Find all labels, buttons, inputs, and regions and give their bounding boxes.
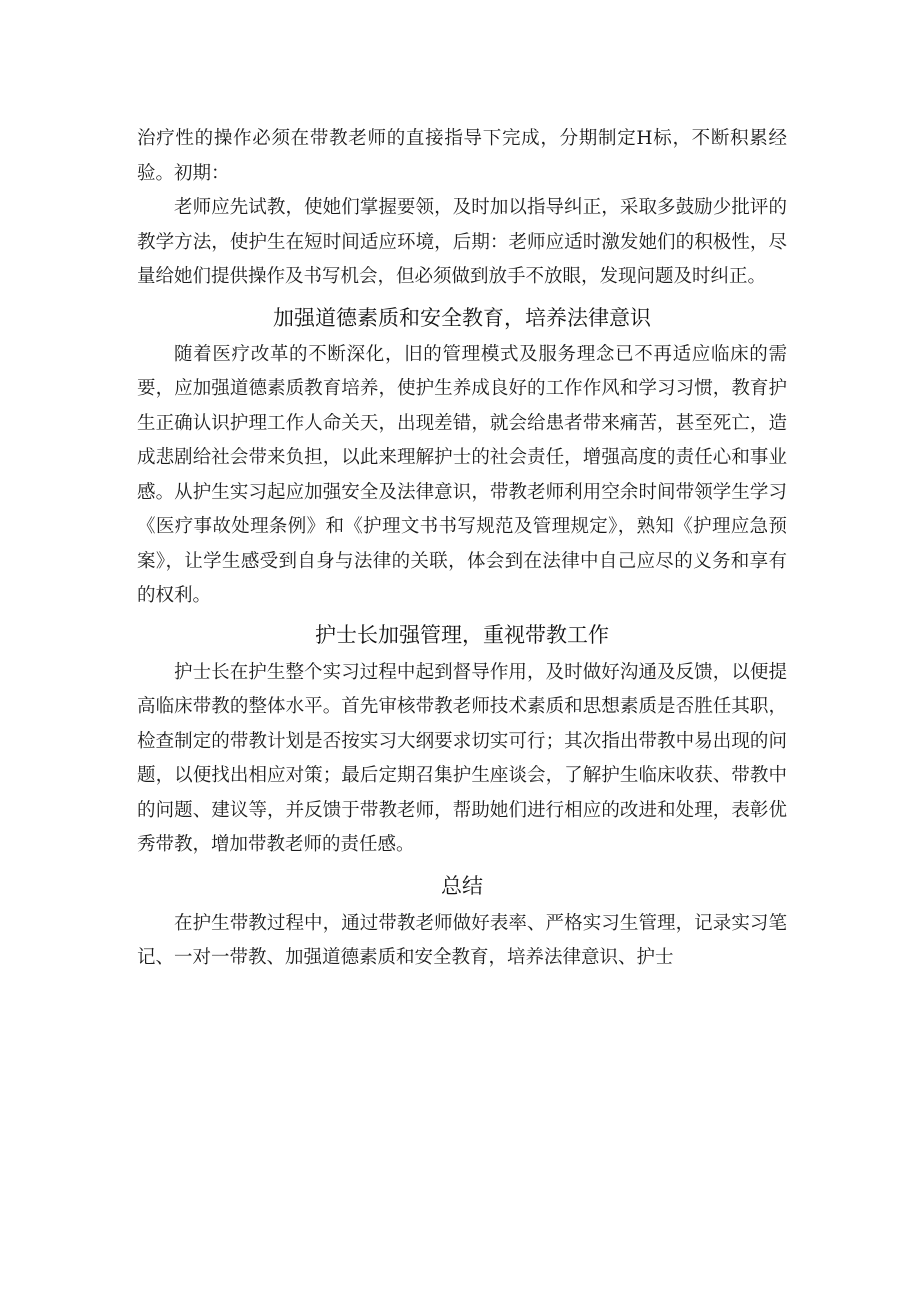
document-page (137, 122, 787, 976)
section-heading-moral: 加强道德素质和安全教育，培养法律意识 (273, 305, 651, 330)
section-paragraph-management: 护士长在护生整个实习过程中起到督导作用，及时做好沟通及反馈，以便提高临床带教的整体水平。首先审核带教老师技术素质和思想素质是否胜任其职，检查制定的带教计划是否按实习大纲要求切实可行；其次指出带教中易出现的问题，以便找出相应对策；最后定期召集护生座谈会，了解护生临床收获、带教中的问题、建议等，并反馈于带教老师，帮助她们进行相应的改进和处理，表彰优秀带教，增加带教老师的责任感。 (137, 661, 787, 855)
intro-paragraph-1: 治疗性的操作必须在带教老师的直接指导下完成，分期制定H标，不断积累经验。初期： (137, 128, 787, 184)
intro-paragraph-2: 老师应先试教，使她们掌握要领，及时加以指导纠正，采取多鼓励少批评的教学方法，使护生在短时间适应环境，后期：老师应适时激发她们的积极性，尽量给她们提供操作及书写机会，但必须做到放手不放眼，发现问题及时纠正。 (137, 197, 787, 287)
section-heading-management: 护士长加强管理，重视带教工作 (315, 622, 609, 647)
section-heading-summary: 总结 (441, 873, 483, 898)
section-paragraph-summary: 在护生带教过程中，通过带教老师做好表率、严格实习生管理，记录实习笔记、一对一带教、加强道德素质和安全教育，培养法律意识、护士 (137, 912, 787, 968)
section-paragraph-moral: 随着医疗改革的不断深化，旧的管理模式及服务理念已不再适应临床的需要，应加强道德素质教育培养，使护生养成良好的工作作风和学习习惯，教育护生正确认识护理工作人命关天，出现差错，就会给患者带来痛苦，甚至死亡，造成悲剧给社会带来负担，以此来理解护士的社会责任，增强高度的责任心和事业感。从护生实习起应加强安全及法律意识，带教老师利用空余时间带领学生学习《医疗事故处理条例》和《护理文书书写规范及管理规定》，熟知《护理应急预案》，让学生感受到自身与法律的关联，体会到在法律中自己应尽的义务和享有的权利。 (137, 343, 787, 606)
